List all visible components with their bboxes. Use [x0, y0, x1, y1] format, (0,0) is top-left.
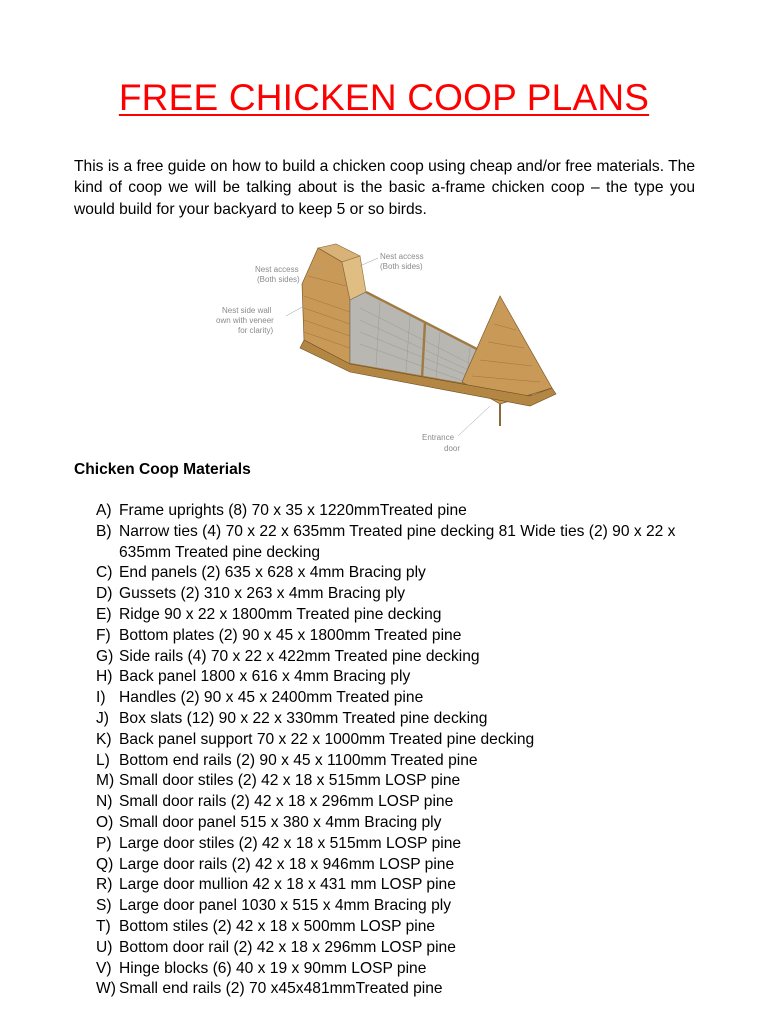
list-item — [96, 688, 706, 709]
list-item — [96, 959, 706, 980]
list-item — [96, 730, 706, 751]
item-text: Bottom door rail (2) 42 x 18 x 296mm LOSP pine — [119, 938, 456, 956]
item-text: Bottom plates (2) 90 x 45 x 1800mm Treated pine — [119, 626, 462, 644]
a-frame-coop-drawing — [200, 236, 570, 460]
page-title: FREE CHICKEN COOP PLANS — [118, 77, 650, 118]
item-text: Handles (2) 90 x 45 x 2400mm Treated pine — [119, 689, 424, 707]
list-item — [96, 522, 706, 564]
materials-list — [96, 501, 706, 1000]
item-letter: H) — [96, 668, 113, 686]
label-nest-side-wall — [216, 306, 274, 335]
item-letter: G) — [96, 647, 114, 665]
item-text: Small door panel 515 x 380 x 4mm Bracing ply — [119, 813, 442, 831]
item-text: Side rails (4) 70 x 22 x 422mm Treated pine decking — [119, 647, 480, 665]
item-letter: B) — [96, 522, 112, 540]
item-text: Large door panel 1030 x 515 x 4mm Bracing ply — [119, 897, 451, 915]
list-item — [96, 584, 706, 605]
item-letter: I) — [96, 689, 106, 707]
item-letter: S) — [96, 897, 112, 915]
svg-text:Nest access(Both sides): Nest access (Both sides) — [380, 252, 424, 271]
item-letter: T) — [96, 917, 111, 935]
item-text: Box slats (12) 90 x 22 x 330mm Treated pine decking — [119, 709, 488, 727]
list-item — [96, 709, 706, 730]
item-text: Ridge 90 x 22 x 1800mm Treated pine decking — [119, 605, 442, 623]
label-entrance-door — [422, 433, 460, 453]
item-letter: N) — [96, 793, 113, 811]
item-letter: R) — [96, 876, 113, 894]
svg-text:Nest access(Both sides): Nest access (Both sides) — [255, 265, 300, 284]
item-letter: V) — [96, 959, 112, 977]
item-text: Large door stiles (2) 42 x 18 x 515mm LOSP pine — [119, 834, 462, 852]
svg-text:Entrancedoor: Entrance door — [422, 433, 461, 453]
item-letter: J) — [96, 709, 109, 727]
svg-text:Nest side wallown with veneerf: Nest side wall own with veneer for clarity) — [216, 306, 274, 335]
list-item — [96, 751, 706, 772]
list-item — [96, 605, 706, 626]
item-letter: F) — [96, 626, 111, 644]
item-text: Gussets (2) 310 x 263 x 4mm Bracing ply — [119, 585, 406, 603]
list-item — [96, 834, 706, 855]
item-letter: E) — [96, 605, 112, 623]
list-item — [96, 917, 706, 938]
item-text: Back panel 1800 x 616 x 4mm Bracing ply — [119, 668, 411, 686]
intro-paragraph: This is a free guide on how to build a chicken coop using cheap and/or free materials. The kind of coop we will be talking about is the basic a-frame chicken coop – the type you would build for your backyard to keep 5 or so birds. — [74, 157, 695, 218]
list-item — [96, 501, 706, 522]
item-text: Bottom stiles (2) 42 x 18 x 500mm LOSP pine — [119, 917, 436, 935]
list-item — [96, 792, 706, 813]
item-letter: U) — [96, 938, 113, 956]
list-item — [96, 563, 706, 584]
list-item — [96, 647, 706, 668]
list-item — [96, 667, 706, 688]
item-letter: L) — [96, 751, 110, 769]
item-letter: W) — [96, 980, 116, 998]
item-letter: D) — [96, 585, 113, 603]
item-text: Bottom end rails (2) 90 x 45 x 1100mm Treated pine — [119, 751, 478, 769]
list-item — [96, 896, 706, 917]
item-letter: K) — [96, 730, 112, 748]
list-item — [96, 626, 706, 647]
list-item — [96, 855, 706, 876]
list-item — [96, 979, 706, 1000]
item-text: Narrow ties (4) 70 x 22 x 635mm Treated pine decking 81 Wide ties (2) 90 x 22 x 635mm Treated pine decking — [119, 522, 676, 561]
materials-heading: Chicken Coop Materials — [74, 461, 251, 478]
list-item — [96, 771, 706, 792]
label-nest-access-right — [380, 252, 424, 271]
item-letter: Q) — [96, 855, 114, 873]
label-nest-access-left — [255, 265, 300, 284]
item-text: End panels (2) 635 x 628 x 4mm Bracing ply — [119, 564, 426, 582]
item-letter: C) — [96, 564, 113, 582]
item-letter: M) — [96, 772, 115, 790]
item-text: Large door mullion 42 x 18 x 431 mm LOSP pine — [119, 876, 456, 894]
coop-illustration — [200, 236, 570, 460]
list-item — [96, 813, 706, 834]
item-letter: A) — [96, 502, 112, 519]
list-item — [96, 875, 706, 896]
item-text: Hinge blocks (6) 40 x 19 x 90mm LOSP pine — [119, 959, 427, 977]
item-text: Back panel support 70 x 22 x 1000mm Treated pine decking — [119, 730, 535, 748]
item-text: Large door rails (2) 42 x 18 x 946mm LOSP pine — [119, 855, 455, 873]
item-letter: P) — [96, 834, 112, 852]
item-text: Frame uprights (8) 70 x 35 x 1220mmTreated pine — [119, 502, 467, 519]
list-item — [96, 938, 706, 959]
item-text: Small end rails (2) 70 x45x481mmTreated pine — [119, 980, 443, 998]
item-letter: O) — [96, 813, 114, 831]
item-text: Small door stiles (2) 42 x 18 x 515mm LOSP pine — [119, 772, 461, 790]
item-text: Small door rails (2) 42 x 18 x 296mm LOSP pine — [119, 793, 454, 811]
